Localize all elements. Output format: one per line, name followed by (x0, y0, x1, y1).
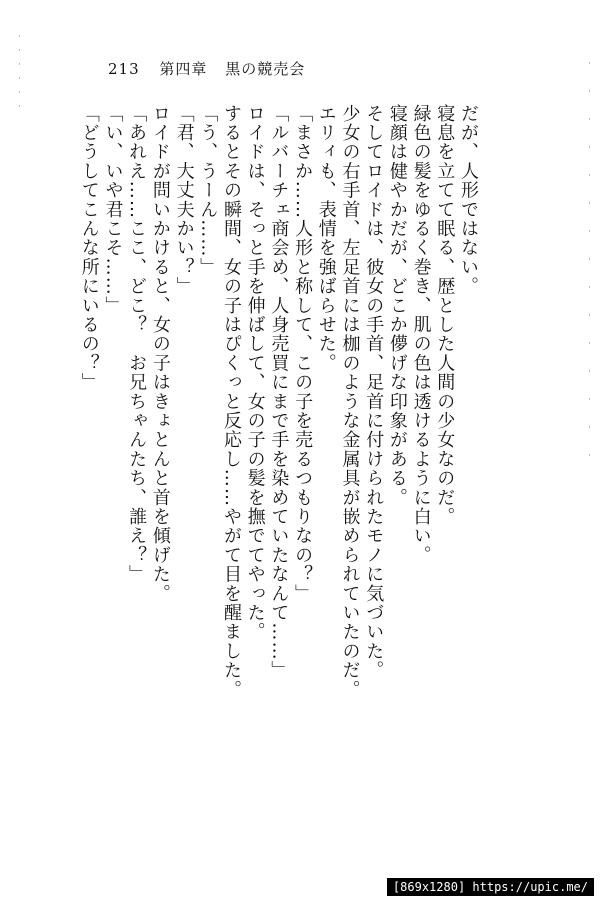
text-line: 「どうしてこんな所にいるの？」 (78, 104, 100, 392)
text-line: 「まさか……人形と称して、この子を売るつもりなの？」 (292, 104, 314, 604)
text-line: 「う、うーん……」 (197, 104, 219, 277)
text-line: エリィも、表情を強ばらせた。 (315, 104, 337, 373)
body-text (78, 104, 480, 700)
watermark-label: [869x1280] https://upic.me/ (387, 878, 594, 896)
text-line: そしてロイドは、彼女の手首、足首に付けられたモノに気づいた。 (363, 104, 385, 680)
text-line: 緑色の髪をゆるく巻き、肌の色は透けるように白い。 (410, 104, 432, 565)
text-line: 少女の右手首、左足首には枷のような金属具が嵌められていたのだ。 (339, 104, 361, 700)
chapter-label: 第四章 (159, 60, 208, 78)
text-line: ロイドが問いかけると、女の子はきょとんと首を傾げた。 (149, 104, 171, 604)
page-number: 213 (108, 60, 140, 78)
text-line: 「君、大丈夫かい？」 (173, 104, 195, 296)
binding-marks-left: · · · · · · (18, 32, 21, 112)
text-line: 「ルバーチェ商会め、人身売買にまで手を染めていたなんて……」 (268, 104, 290, 680)
text-line: 「あれえ……ここ、どこ？ お兄ちゃんたち、誰え？」 (126, 104, 148, 584)
binding-marks-right: · · · · · · · · · · · · · · · (588, 59, 591, 461)
running-header (108, 58, 305, 82)
text-line: 寝息を立てて眠る、歴とした人間の少女なのだ。 (434, 104, 456, 527)
text-line: だが、人形ではない。 (458, 104, 479, 296)
text-line: するとその瞬間、女の子はぴくっと反応し……やがて目を醒ました。 (220, 104, 242, 700)
text-line: ロイドは、そっと手を伸ばして、女の子の髪を撫でてやった。 (244, 104, 266, 642)
chapter-title: 黒の競売会 (225, 60, 306, 78)
text-line: 「い、いや君こそ……」 (102, 104, 124, 316)
text-line: 寝顔は健やかだが、どこか儚げな印象がある。 (386, 104, 408, 508)
